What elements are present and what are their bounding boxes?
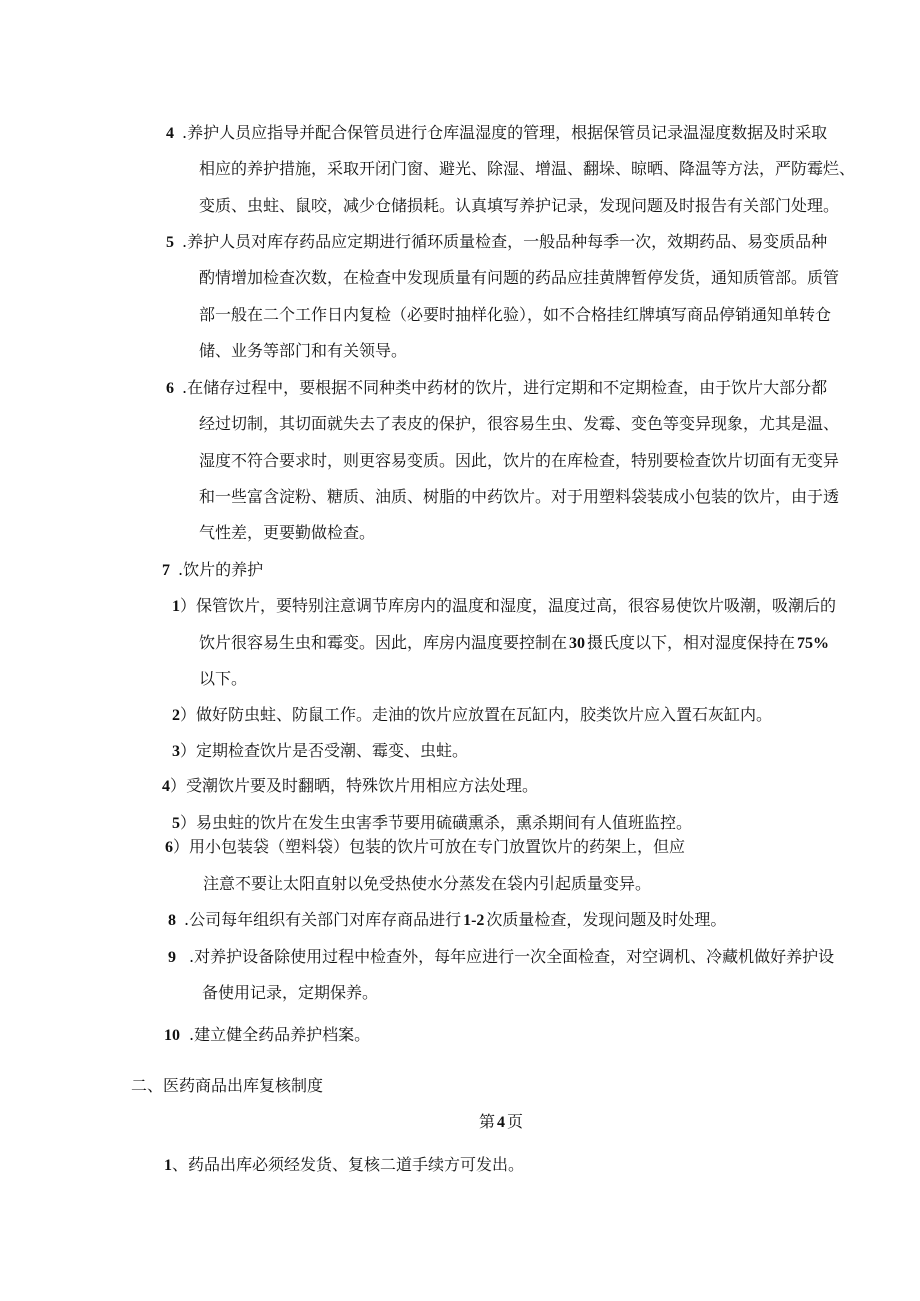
page-number: 第 4 页 bbox=[479, 1112, 524, 1131]
item-number: 5 bbox=[166, 234, 174, 251]
item-9-line-1: 9 .对养护设备除使用过程中检查外，每年应进行一次全面检查，对空调机、冷藏机做好养护设 bbox=[168, 947, 835, 966]
sub-item-6-line-1: 6）用小包装袋（塑料袋）包装的饮片可放在专门放置饮片的药架上，但应 bbox=[165, 837, 686, 856]
sub-item-1-line-2: 饮片很容易生虫和霉变。因此，库房内温度要控制在 30 摄氏度以下，相对湿度保持在 75% bbox=[199, 633, 830, 652]
item-4-line-1: 4 .养护人员应指导并配合保管员进行仓库温湿度的管理，根据保管员记录温湿度数据及时采取 bbox=[166, 123, 828, 142]
sub-item-1-line-1: 1）保管饮片，要特别注意调节库房内的温度和湿度，温度过高，很容易使饮片吸潮，吸潮后的 bbox=[172, 596, 837, 615]
item-5-line-4: 储、业务等部门和有关领导。 bbox=[199, 341, 408, 360]
item-9-line-2: 备使用记录，定期保养。 bbox=[202, 983, 379, 1002]
item-5-line-3: 部一般在二个工作日内复检（必要时抽样化验），如不合格挂红牌填写商品停销通知单转仓 bbox=[199, 305, 832, 324]
item-5-line-1: 5 .养护人员对库存药品应定期进行循环质量检查，一般品种每季一次，效期药品、易变质品种 bbox=[166, 232, 828, 251]
item-6-line-3: 湿度不符合要求时，则更容易变质。因此，饮片的在库检查，特别要检查饮片切面有无变异 bbox=[199, 451, 840, 470]
item-4-line-2: 相应的养护措施，采取开闭门窗、避光、除湿、增温、翻垛、晾晒、降温等方法，严防霉烂、 bbox=[199, 159, 856, 178]
item-4-line-3: 变质、虫蛀、鼠咬，减少仓储损耗。认真填写养护记录，发现问题及时报告有关部门处理。 bbox=[199, 196, 840, 215]
item-7-line-1: 7 .饮片的养护 bbox=[162, 560, 264, 579]
item-number: 4 bbox=[166, 125, 174, 142]
sub-item-4: 4）受潮饮片要及时翻晒，特殊饮片用相应方法处理。 bbox=[162, 776, 539, 795]
sub-item-1-line-3: 以下。 bbox=[199, 669, 248, 688]
item-6-line-4: 和一些富含淀粉、糖质、油质、树脂的中药饮片。对于用塑料袋装成小包装的饮片，由于透 bbox=[199, 487, 840, 506]
item-number: 7 bbox=[162, 562, 170, 579]
sub-item-3: 3）定期检查饮片是否受潮、霉变、虫蛀。 bbox=[172, 741, 469, 760]
item-10: 10 .建立健全药品养护档案。 bbox=[164, 1025, 371, 1044]
sub-item-2: 2）做好防虫蛀、防鼠工作。走油的饮片应放置在瓦缸内，胶类饮片应入置石灰缸内。 bbox=[172, 705, 773, 724]
item-8: 8 .公司每年组织有关部门对库存商品进行 1-2 次质量检查，发现问题及时处理。 bbox=[168, 910, 727, 929]
item-6-line-2: 经过切制，其切面就失去了表皮的保护，很容易生虫、发霉、变色等变异现象，尤其是温、 bbox=[199, 414, 840, 433]
section-2-heading: 二、医药商品出库复核制度 bbox=[131, 1076, 324, 1095]
sub-item-5: 5）易虫蛀的饮片在发生虫害季节要用硫磺熏杀，熏杀期间有人值班监控。 bbox=[172, 813, 693, 832]
sub-item-6-line-2: 注意不要让太阳直射以免受热使水分蒸发在袋内引起质量变异。 bbox=[203, 874, 652, 893]
item-6-line-1: 6 .在储存过程中，要根据不同种类中药材的饮片，进行定期和不定期检查，由于饮片大部分都 bbox=[166, 378, 828, 397]
item-number: 6 bbox=[166, 380, 174, 397]
item-6-line-5: 气性差，更要勤做检查。 bbox=[199, 523, 376, 542]
rule-1: 1、药品出库必须经发货、复核二道手续方可发出。 bbox=[164, 1155, 525, 1174]
item-5-line-2: 酌情增加检查次数，在检查中发现质量有问题的药品应挂黄牌暂停发货，通知质管部。质管 bbox=[199, 268, 840, 287]
